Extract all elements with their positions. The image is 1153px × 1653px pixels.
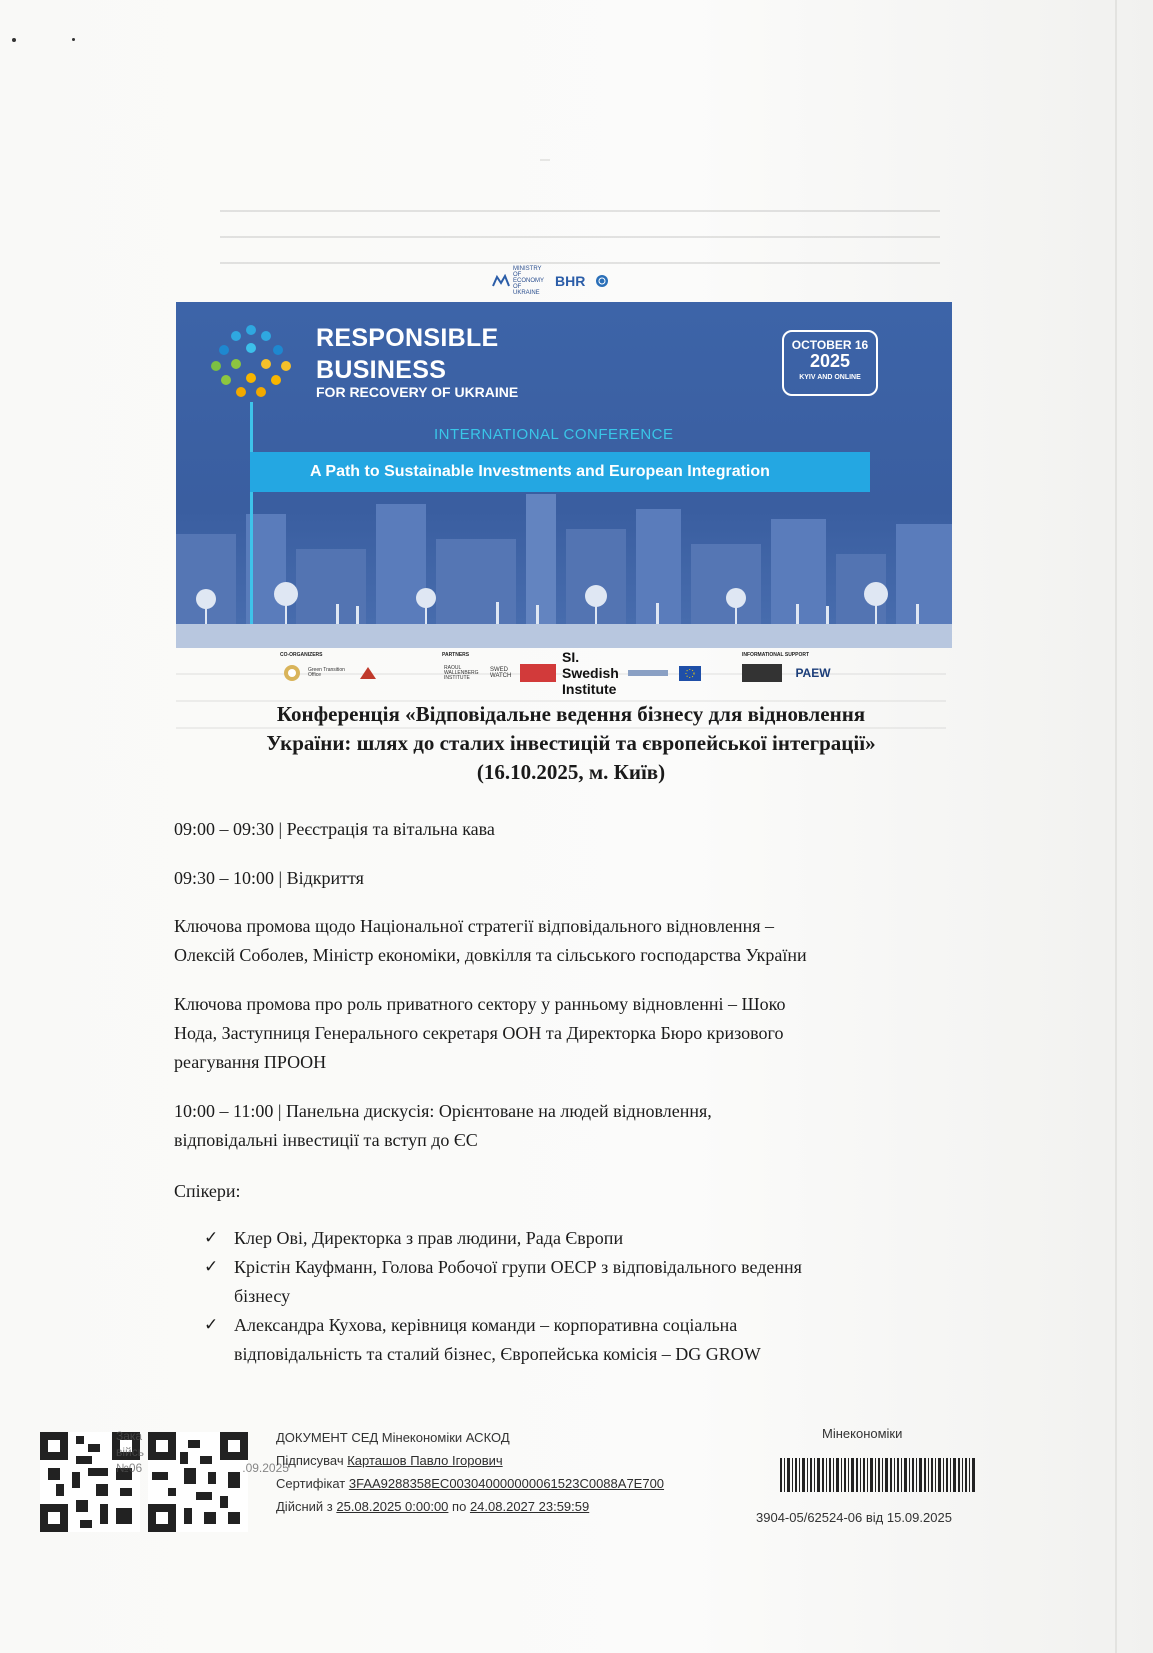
registration-number: 3904-05/62524-06 від 15.09.2025 xyxy=(756,1510,952,1525)
ministry-mark-icon xyxy=(492,274,510,288)
un-emblem-icon xyxy=(595,274,609,288)
banner-pole xyxy=(250,402,253,624)
speakers-list xyxy=(204,1224,984,1369)
speaker-line1: Крістін Кауфманн, Голова Робочої групи ОЕСР з відповідального ведення xyxy=(234,1257,802,1277)
conference-heading xyxy=(176,700,966,787)
checkmark-icon: ✓ xyxy=(204,1315,219,1335)
scan-speck xyxy=(12,38,16,42)
ministry-logo-text: MINISTRY OF ECONOMY OF UKRAINE xyxy=(513,266,544,296)
keynote-1-line2: Олексій Соболев, Міністр економіки, довкілля та сільського господарства України xyxy=(174,945,807,965)
header-logos xyxy=(492,268,652,294)
keynote-2-line2: Нода, Заступниця Генерального секретаря ООН та Директорка Бюро кризового xyxy=(174,1023,784,1043)
ministry-seal-icon xyxy=(282,664,302,682)
swedish-institute-logo: SI. Swedish Institute xyxy=(562,649,619,697)
panel-line1: 10:00 – 11:00 | Панельна дискусія: Орієнтоване на людей відновлення, xyxy=(174,1101,712,1121)
valid-label: Дійсний з xyxy=(276,1499,333,1514)
date-year: 2025 xyxy=(809,351,851,371)
heading-line1: Конференція «Відповідальне ведення бізнесу для відновлення xyxy=(276,702,866,726)
keynote-2 xyxy=(174,990,785,1077)
ministry-logo xyxy=(492,266,545,296)
event-type: INTERNATIONAL CONFERENCE xyxy=(434,426,674,443)
document-footer xyxy=(0,1420,1153,1550)
raoul-wallenberg-logo: RAOUL WALLENBERG INSTITUTE xyxy=(444,664,479,681)
date-badge xyxy=(782,330,878,396)
heading-line3: (16.10.2025, м. Київ) xyxy=(476,760,666,784)
certificate-line xyxy=(276,1472,664,1495)
signature-block xyxy=(276,1426,664,1518)
signer-name: Карташов Павло Ігорович xyxy=(347,1453,503,1468)
heading-line2: України: шлях до сталих інвестицій та європейської інтеграції» xyxy=(266,731,876,755)
valid-to: 24.08.2027 23:59:59 xyxy=(469,1499,590,1514)
conference-banner xyxy=(176,302,952,648)
keynote-1-line1: Ключова промова щодо Національної стратегії відповідального відновлення – xyxy=(174,916,774,936)
co-organizers-label: CO-ORGANIZERS xyxy=(280,652,323,658)
barcode-icon xyxy=(780,1458,976,1492)
red-logo-icon xyxy=(356,664,380,682)
paew-logo: PAEW xyxy=(795,666,831,680)
partner-logo-icon xyxy=(626,664,670,682)
checkmark-icon: ✓ xyxy=(204,1257,219,1277)
info-support-label: INFORMATIONAL SUPPORT xyxy=(742,652,810,658)
speaker-line2: відповідальність та сталий бізнес, Європейська комісія – DG GROW xyxy=(234,1344,761,1364)
banner-title xyxy=(316,322,499,386)
page-edge xyxy=(1115,0,1117,1653)
partners-strip xyxy=(280,649,960,697)
stamp-line2: війсь xyxy=(116,1445,144,1459)
cert-value: 3FAA9288358EC003040000000061523C0088A7E700 xyxy=(348,1476,665,1491)
stamp-number: №06 xyxy=(116,1461,143,1475)
banner-tagline: A Path to Sustainable Investments and European Integration xyxy=(250,452,870,492)
valid-from: 25.08.2025 0:00:00 xyxy=(336,1499,449,1514)
partners-label: PARTNERS xyxy=(442,652,470,658)
speakers-label: Спікери: xyxy=(174,1181,241,1201)
agenda-registration: 09:00 – 09:30 | Реєстрація та вітальна кава xyxy=(174,819,495,839)
red-partner-logo-icon xyxy=(520,664,556,682)
stamp-line1: Зака xyxy=(116,1429,143,1443)
keynote-1 xyxy=(174,912,807,970)
banner-ground xyxy=(176,624,952,648)
speaker-line1: Александра Кухова, керівниця команди – корпоративна соціальна xyxy=(234,1315,738,1335)
stamp-text xyxy=(116,1428,289,1476)
bleed-through xyxy=(540,145,550,161)
speaker-line2: бізнесу xyxy=(234,1286,291,1306)
stamp-line3 xyxy=(116,1460,289,1476)
banner-title-line1: RESPONSIBLE xyxy=(316,324,499,352)
checkmark-icon: ✓ xyxy=(204,1228,219,1248)
signer-line xyxy=(276,1449,664,1472)
eu-flag-icon xyxy=(678,664,702,682)
banner-subtitle: FOR RECOVERY OF UKRAINE xyxy=(316,384,519,400)
keynote-2-line3: реагування ПРООН xyxy=(174,1052,327,1072)
keynote-2-line1: Ключова промова про роль приватного сектору у ранньому відновленні – Шоко xyxy=(174,994,786,1014)
agenda-opening: 09:30 – 10:00 | Відкриття xyxy=(174,868,364,888)
speaker-item xyxy=(204,1311,984,1369)
panel-line2: відповідальні інвестиції та вступ до ЄС xyxy=(174,1130,478,1150)
valid-to-label: по xyxy=(452,1499,467,1514)
bhr-logo: BHR xyxy=(555,273,586,289)
date-month: OCTOBER 16 xyxy=(791,338,869,352)
date-place: KYIV AND ONLINE xyxy=(799,374,861,381)
cert-label: Сертифікат xyxy=(276,1476,346,1491)
speaker-item xyxy=(204,1224,984,1253)
colored-dots-tree-icon xyxy=(206,322,296,402)
stamp-date: .09.2025 xyxy=(242,1461,289,1475)
city-skyline-illustration xyxy=(176,494,952,624)
banner-title-line2: BUSINESS xyxy=(316,356,447,384)
validity-line xyxy=(276,1495,664,1518)
panel-discussion xyxy=(174,1097,712,1155)
scan-speck xyxy=(72,38,75,41)
speaker-item xyxy=(204,1253,984,1311)
media-logo-icon xyxy=(742,664,782,682)
green-transition-logo: Green Transition Office xyxy=(308,667,345,678)
doc-title: ДОКУМЕНТ СЕД Мінекономіки АСКОД xyxy=(276,1430,510,1445)
swedwatch-logo: SWED WATCH xyxy=(490,667,512,679)
speaker-line1: Клер Ові, Директорка з прав людини, Рада Європи xyxy=(234,1228,624,1248)
ministry-name: Мінекономіки xyxy=(822,1426,903,1441)
signer-label: Підписувач xyxy=(276,1453,344,1468)
